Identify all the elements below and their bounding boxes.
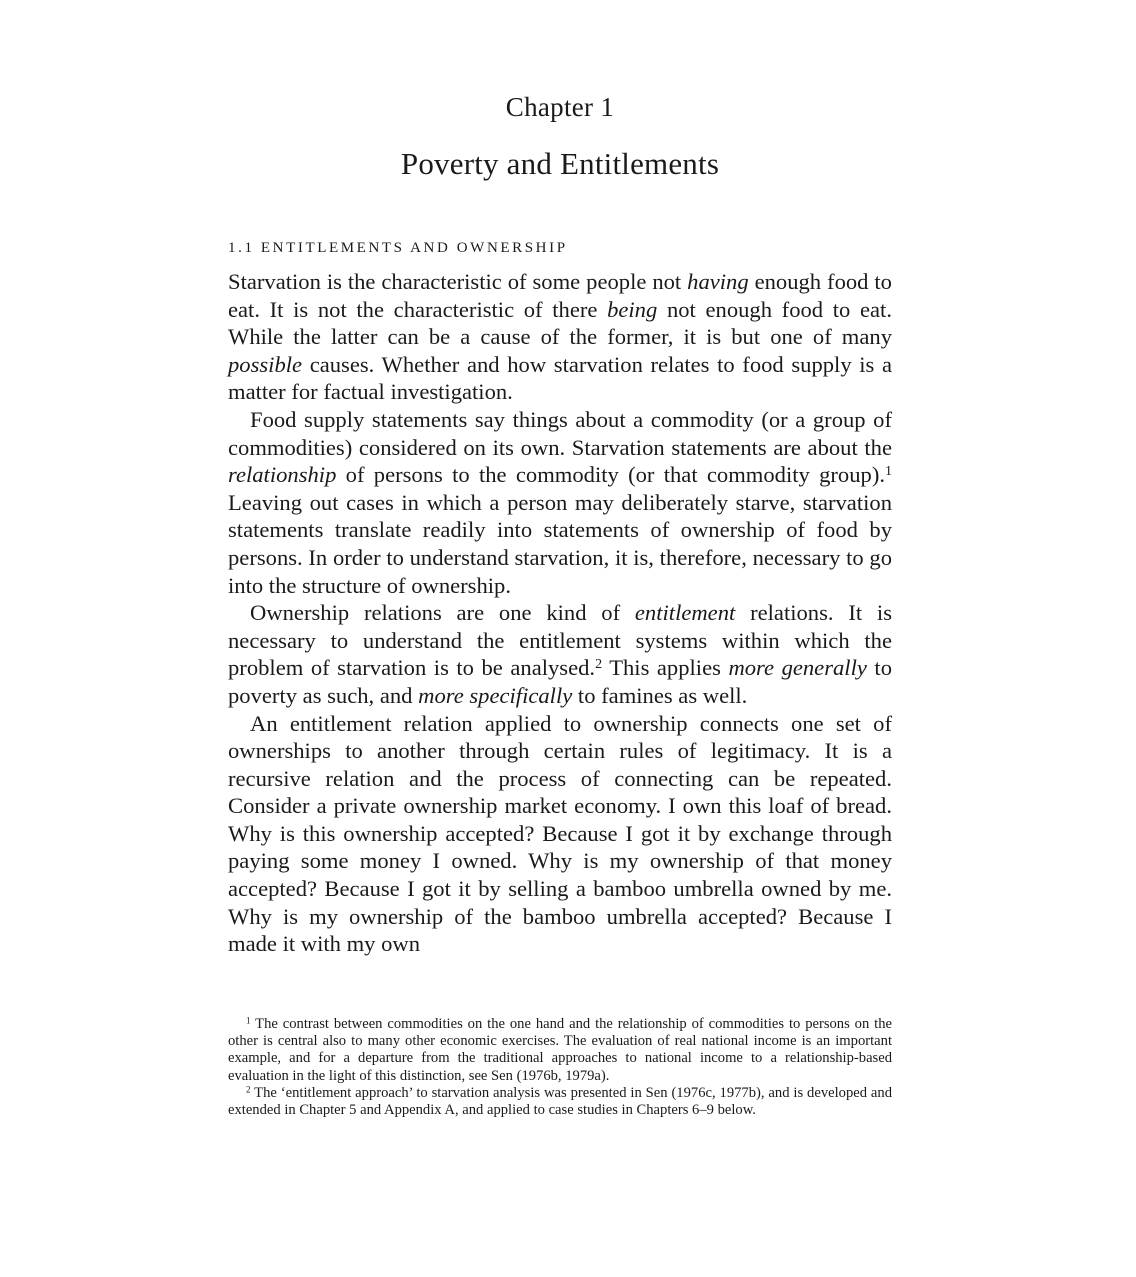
- paragraph-text: This applies: [602, 655, 729, 681]
- paragraph-text: Food supply statements say things about a commodity (or a group of commodities) considered on its own. Starvation statements are about the: [228, 406, 892, 460]
- footnote-marker: 1: [246, 1015, 251, 1026]
- paragraph-text: of persons to the commodity (or that commodity group).: [336, 462, 885, 488]
- footnote-ref-2[interactable]: 2: [595, 657, 603, 673]
- paragraph-text: to famines as well.: [572, 682, 748, 708]
- paragraph-text: Ownership relations are one kind of: [250, 600, 635, 626]
- footnote-marker: 2: [246, 1084, 251, 1095]
- paragraph-1: [228, 268, 892, 406]
- paragraph-3: [228, 599, 892, 709]
- italic-emphasis: entitlement: [634, 600, 736, 626]
- chapter-title: Poverty and Entitlements: [400, 146, 720, 181]
- footnotes: [228, 1016, 892, 1119]
- paragraph-text: causes. Whether and how starvation relates to food supply is a matter for factual investigation.: [228, 351, 892, 405]
- chapter-label: Chapter 1: [505, 92, 615, 122]
- paragraph-text: An entitlement relation applied to ownership connects one set of ownerships to another through certain rules of legitimacy. It is a recursive relation and the process of connecting can be repeated. Consider a private ownership market economy. I own this loaf of bread. Why is this ownership accepted? Because I got it by exchange through paying some money I owned. Why is my ownership of that money accepted? Because I got it by selling a bamboo umbrella owned by me. Why is my ownership of the bamboo umbrella accepted? Because I made it with my own: [228, 710, 892, 957]
- footnote-ref-1[interactable]: 1: [885, 464, 892, 480]
- paragraph-text: to poverty as such, and: [228, 655, 892, 708]
- paragraph-text: Leaving out cases in which a person may deliberately starve, starvation statements translate readily into statements of ownership of food by persons. In order to understand starvation, it is, therefore, necessary to go into the structure of ownership.: [228, 489, 892, 598]
- body-text: [228, 268, 892, 958]
- italic-emphasis: being: [607, 296, 658, 322]
- paragraph-4: [228, 710, 892, 958]
- footnote-text: The ‘entitlement approach’ to starvation analysis was presented in Sen (1976c, 1977b), and is developed and extended in Chapter 5 and Appendix A, and applied to case studies in Chapters 6–9 below.: [228, 1084, 892, 1119]
- footnote-1: [228, 1016, 892, 1085]
- paragraph-2: [228, 406, 892, 599]
- italic-emphasis: more generally: [728, 655, 867, 681]
- paragraph-text: relations. It is necessary to understand the entitlement systems within which the problem of starvation is to be analysed.: [228, 600, 892, 681]
- footnote-text: The contrast between commodities on the one hand and the relationship of commodities to persons on the other is central also to many other economic exercises. The evaluation of real national income is an important example, and for a departure from the traditional approaches to national income to a relationship-based evaluation in the light of this distinction, see Sen (1976b, 1979a).: [228, 1016, 892, 1084]
- section-heading: 1.1 ENTITLEMENTS AND OWNERSHIP: [228, 240, 568, 256]
- italic-emphasis: more specifically: [418, 682, 573, 708]
- paragraph-text: not enough food to eat. While the latter can be a cause of the former, it is but one of many: [228, 296, 892, 350]
- paragraph-text: Starvation is the characteristic of some people not: [228, 269, 688, 294]
- paragraph-text: enough food to eat. It is not the characteristic of there: [228, 269, 892, 322]
- italic-emphasis: possible: [228, 351, 303, 377]
- italic-emphasis: having: [687, 269, 749, 294]
- italic-emphasis: relationship: [228, 462, 337, 488]
- footnote-2: [228, 1085, 892, 1119]
